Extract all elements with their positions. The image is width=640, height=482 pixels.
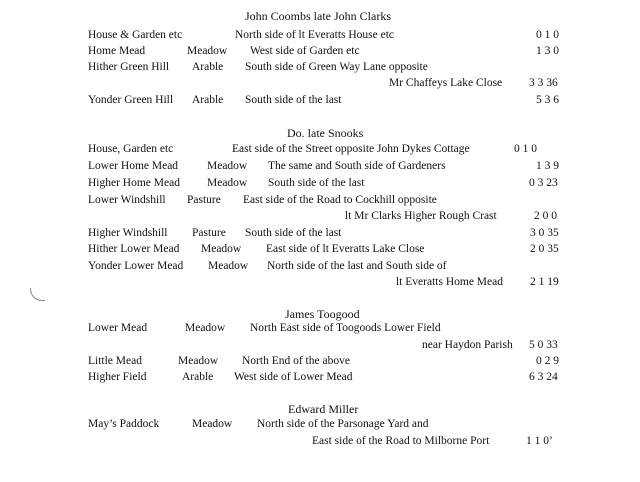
- entry-use: Pasture: [187, 194, 221, 206]
- entry-use: Pasture: [192, 227, 226, 239]
- entry-desc-continued: lt Everatts Home Mead: [396, 276, 503, 288]
- entry-area: 2 1 19: [530, 276, 559, 288]
- entry-use: Meadow: [201, 243, 242, 255]
- entry-name: Hither Green Hill: [88, 61, 170, 73]
- entry-area: 2 0 35: [530, 243, 559, 255]
- entry-use: Meadow: [178, 355, 219, 367]
- entry-area: 1 3 9: [536, 160, 559, 172]
- entry-desc-continued: Mr Chaffeys Lake Close: [389, 77, 503, 89]
- entry-area: 0 3 23: [529, 177, 558, 189]
- entry-use: Meadow: [207, 177, 248, 189]
- entry-desc-continued: near Haydon Parish: [422, 339, 513, 351]
- section4-heading: Edward Miller: [288, 402, 359, 416]
- entry-name: Yonder Lower Mead: [88, 260, 184, 272]
- entry-area: 0 2 9: [536, 355, 559, 367]
- entry-area: 6 3 24: [529, 371, 558, 383]
- entry-desc: South side of the last: [245, 227, 342, 239]
- entry-name: Hither Lower Mead: [88, 243, 180, 255]
- entry-desc: East side of the Street opposite John Dykes Cottage: [232, 143, 470, 155]
- entry-use: Meadow: [207, 160, 248, 172]
- entry-desc: North End of the above: [242, 355, 350, 367]
- entry-area: 0 1 0: [514, 143, 537, 155]
- entry-use: Meadow: [208, 260, 249, 272]
- entry-area: 3 3 36: [529, 77, 558, 89]
- entry-name: House, Garden etc: [88, 143, 174, 155]
- entry-desc: North side of lt Everatts House etc: [235, 29, 395, 41]
- entry-name: May’s Paddock: [88, 418, 160, 430]
- entry-name: Home Mead: [88, 45, 146, 57]
- entry-use: Meadow: [187, 45, 228, 57]
- entry-desc: The same and South side of Gardeners: [268, 160, 446, 172]
- entry-desc: North side of the Parsonage Yard and: [257, 418, 429, 430]
- entry-desc: North side of the last and South side of: [267, 260, 447, 272]
- entry-area: 1 3 0: [536, 45, 559, 57]
- entry-name: House & Garden etc: [88, 29, 183, 41]
- entry-name: Lower Mead: [88, 322, 148, 334]
- entry-name: Higher Windshill: [88, 227, 168, 239]
- entry-name: Higher Field: [88, 371, 147, 383]
- entry-area: 5 3 6: [536, 94, 559, 106]
- entry-desc: South side of the last: [268, 177, 365, 189]
- entry-use: Arable: [182, 371, 214, 383]
- entry-area: 3 0 35: [530, 227, 559, 239]
- entry-name: Higher Home Mead: [88, 177, 180, 189]
- entry-desc: South side of Green Way Lane opposite: [245, 61, 428, 73]
- entry-name: Lower Home Mead: [88, 160, 179, 172]
- entry-area: 1 1 0’: [526, 435, 553, 447]
- section3-heading: James Toogood: [285, 307, 360, 321]
- section1-heading: John Coombs late John Clarks: [245, 9, 391, 23]
- entry-desc: North East side of Toogoods Lower Field: [250, 322, 441, 334]
- entry-desc: South side of the last: [245, 94, 342, 106]
- entry-desc-continued: lt Mr Clarks Higher Rough Crast: [345, 210, 497, 222]
- entry-use: Arable: [192, 94, 224, 106]
- entry-area: 2 0 0: [534, 210, 557, 222]
- entry-name: Little Mead: [88, 355, 142, 367]
- entry-use: Meadow: [185, 322, 226, 334]
- entry-use: Meadow: [192, 418, 233, 430]
- margin-pencil-mark: [30, 288, 45, 301]
- entry-desc: East side of lt Everatts Lake Close: [266, 243, 425, 255]
- entry-desc: West side of Garden etc: [250, 45, 360, 57]
- entry-use: Arable: [192, 61, 224, 73]
- entry-desc: West side of Lower Mead: [234, 371, 353, 383]
- entry-desc-continued: East side of the Road to Milborne Port: [312, 435, 490, 447]
- entry-name: Yonder Green Hill: [88, 94, 174, 106]
- entry-area: 5 0 33: [529, 339, 558, 351]
- entry-area: 0 1 0: [536, 29, 559, 41]
- section2-heading: Do. late Snooks: [287, 126, 364, 140]
- entry-name: Lower Windshill: [88, 194, 166, 206]
- entry-desc: East side of the Road to Cockhill opposite: [243, 194, 437, 206]
